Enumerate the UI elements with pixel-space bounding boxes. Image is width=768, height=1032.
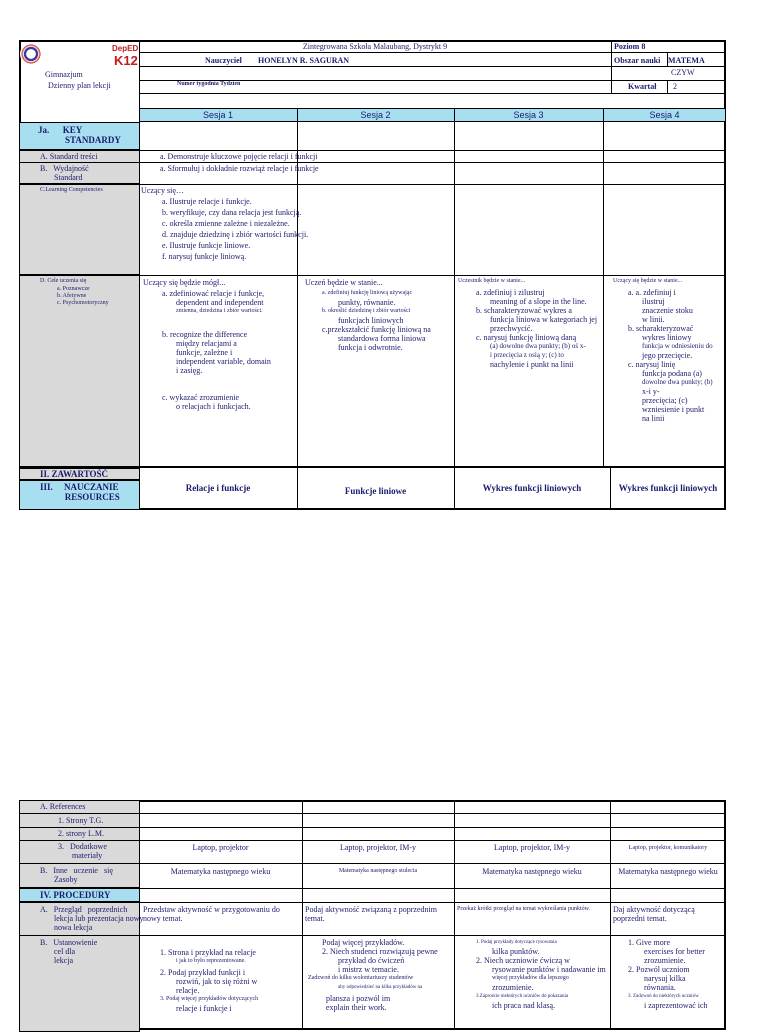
session-3-objectives-intro: Uczestnik będzie w stanie... [458, 278, 525, 284]
list-item: a. Ilustruje relacje i funkcje. [162, 197, 252, 206]
session-4-objectives: a. a. zdefiniuj i ilustruj znaczenie stoku w linii. b. scharakteryzować wykres liniowy funkcja w odniesieniu do jego przecięcie. c. narysuj linię funkcja podana (a) dowolne dwa punkty; (b) x-i y- przecięcia; (c) wzniesienie i punkt na linii [628, 288, 713, 423]
list-item: c. określa zmienne zależne i niezależne. [162, 219, 290, 228]
lm-pages-label: 2. strony L.M. [58, 829, 104, 838]
session-4-objectives-intro: Uczący się będzie w stanie... [613, 278, 683, 284]
list-item: e. Ilustruje funkcje liniowe. [162, 241, 251, 250]
extra-session-4: Laptop, projektor, komunikatory [628, 845, 708, 851]
week-label: Numer tygodnia Tydzień [177, 81, 241, 87]
competencies-list [162, 197, 602, 261]
content-session-4: Wykres funkcji liniowych [618, 483, 718, 493]
objectives-sub: a. Poznawcze b. Afetywne c. Psychomotoryczny [57, 286, 109, 306]
resources-label: III. NAUCZANIE RESOURCES [40, 482, 120, 502]
competencies-label: C.Learning Competencies [40, 187, 103, 193]
deped-logo: DepED [112, 44, 139, 53]
deped-seal-icon [20, 43, 42, 65]
objectives-label: D. Cele uczenia się [40, 278, 87, 284]
key-standards-label: Ja. KEY STANDARDY [38, 125, 121, 145]
quarter-value: 2 [673, 82, 677, 91]
session-1-objectives-intro: Uczący się będzie mógł... [143, 278, 226, 287]
other-session-2: Matematyka następnego stulecia [338, 868, 418, 874]
plan-title: Dzienny plan lekcji [48, 81, 111, 90]
k12-logo: K12 [114, 53, 138, 68]
purpose-session-1: 1. Strona i przykład na relacje i jak to było reprezentowane. 2. Podaj przykład funkcji i rozwiń, jak to się różni w relacje. 3. Podaj więcej przykładów dotyczących relacje i funkcje i [160, 948, 259, 1013]
purpose-session-2: Podaj więcej przykładów. 2. Niech studenci rozwiązują pewne przykład do ćwiczeń i mistrz w temacie. Zadzwoń do kilku wolontariuszy studentów aby odpowiedzieć na kilka przykładów na plansza i pozwól im explain their work. [308, 938, 438, 1012]
review-session-4: Daj aktywność dotyczącą poprzedni temat. [613, 905, 695, 923]
list-item: f. narysuj funkcje liniową. [162, 252, 247, 261]
session-4-header: Sesja 4 [649, 110, 680, 120]
performance-standard-text: a. Sformułuj i dokładnie rozwiąż relacje i funkcje [160, 164, 319, 173]
area-label: Obszar nauki [614, 56, 661, 65]
competencies-intro: Uczący się… [141, 186, 184, 195]
other-session-4: Matematyka następnego wieku [618, 867, 718, 876]
review-label: A. Przegląd poprzednich lekcja lub prezentacja nowy nowa lekcja [40, 905, 144, 932]
references-label: A. References [40, 802, 86, 811]
content-session-1: Relacje i funkcje [185, 483, 251, 493]
content-label: II. ZAWARTOŚĆ [40, 469, 109, 479]
session-1-header: Sesja 1 [202, 110, 234, 120]
content-standard-text: a. Demonstruje kluczowe pojęcie relacji i funkcji [160, 152, 318, 161]
content-session-2: Funkcje liniowe [344, 486, 407, 496]
school-name: Zintegrowana Szkoła Malaubang, Dystrykt 9 [302, 42, 448, 51]
purpose-session-3: 1. Podaj przykłady dotyczące rysowania kilka punktów. 2. Niech uczniowie ćwiczą w rysowanie punktów i nadawanie im więcej przykładów dla lepszego zrozumienie. 3.Zaproście niektórych uczniów do pokazania ich praca nad klasą. [476, 940, 606, 1010]
school-type: Gimnazjum [45, 70, 83, 79]
other-session-3: Matematyka następnego wieku [482, 867, 582, 876]
area-value: MATEMA [668, 56, 705, 65]
session-2-objectives-intro: Uczeń będzie w stanie... [305, 278, 383, 287]
list-item: d. znajduje dziedzinę i zbiór wartości funkcji. [162, 230, 309, 239]
extra-session-3: Laptop, projektor, IM-y [493, 843, 571, 852]
session-2-objectives: a. zdefiniuj funkcję liniową używając punkty, równanie. b. określić dziedzinę i zbiór wartości funkcjach liniowych c.przekształcić funkcję liniową na standardowa forma liniowa funkcja i odwrotnie. [322, 290, 431, 352]
other-session-1: Matematyka następnego wieku [170, 867, 271, 876]
tg-pages-label: 1. Strony T.G. [58, 816, 104, 825]
session-1-objectives: a. zdefiniować relacje i funkcje, dependent and independent zmienna, dziedzina i zbiór wartości. b. recognize the difference między relacjami a funkcje, zależne i independent variable, domain i zasięg. c. wykazać zrozumienie o relacjach i funkcjach. [162, 289, 271, 411]
quarter-label: Kwartał [628, 82, 657, 91]
session-3-header: Sesja 3 [513, 110, 544, 120]
other-resources-label: B. Inne uczenie się Zasoby [40, 866, 113, 884]
content-session-3: Wykres funkcji liniowych [482, 483, 582, 493]
procedures-label: IV. PROCEDURY [40, 890, 111, 900]
teacher-label: Nauczyciel [205, 56, 242, 65]
teacher-name: HONELYN R. SAGURAN [258, 56, 350, 65]
extra-materials-label: 3. Dodatkowe materiały [58, 842, 107, 860]
grade-label: Poziom 8 [614, 42, 646, 51]
content-standard-label: A. Standard treści [40, 152, 98, 161]
review-session-3: Przekaż krótki przegląd na temat wykreślania punktów. [457, 906, 591, 912]
purpose-label: B. Ustanowienie cel dla lekcja [40, 938, 98, 965]
list-item: b. weryfikuje, czy dana relacja jest funkcją. [162, 208, 302, 217]
extra-session-1: Laptop, projektor [192, 843, 249, 852]
review-session-1: Przedstaw aktywność w przygotowaniu do nowy temat. [143, 905, 280, 923]
area-value-2: CZYW [671, 68, 695, 77]
purpose-session-4: 1. Give more exercises for better zrozumienie. 2. Pozwól uczniom narysuj kilka równania. 3. Zadzwoń do niektórych uczniów i zaprezentować ich [628, 938, 708, 1010]
session-2-header: Sesja 2 [360, 110, 391, 120]
extra-session-2: Laptop, projektor, IM-y [339, 843, 417, 852]
review-session-2: Podaj aktywność związaną z poprzednim temat. [305, 905, 437, 923]
session-3-objectives: a. zdefiniuj i zilustruj meaning of a slope in the line. b. scharakteryzować wykres a funkcja liniowa w kategoriach jej przechwycić. c. narysuj funkcję liniową daną (a) dowolne dwa punkty; (b) oś x- i przecięcia z osią y; (c) to nachylenie i punkt na linii [476, 288, 598, 369]
performance-standard-label: B. Wydajność Standard [40, 164, 89, 182]
